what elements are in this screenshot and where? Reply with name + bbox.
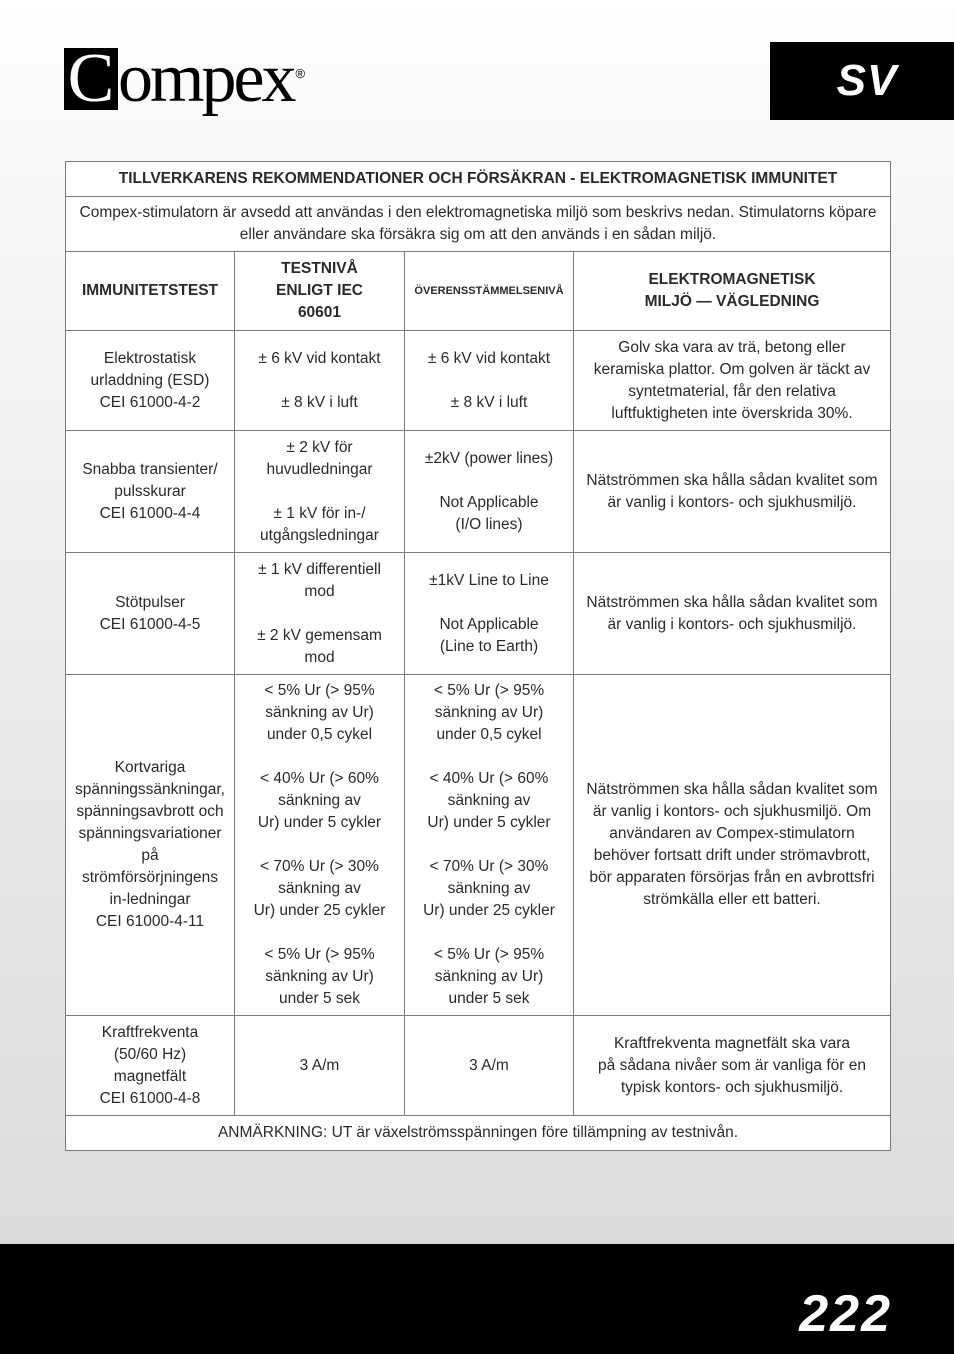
header-immunity-test: IMMUNITETSTEST xyxy=(66,252,235,331)
table-row xyxy=(66,1016,891,1116)
cell-guidance: Nätströmmen ska hålla sådan kvalitet som är vanlig i kontors- och sjukhusmiljö. xyxy=(574,553,891,675)
table-note-row xyxy=(66,1116,891,1151)
compex-logo xyxy=(64,40,306,120)
table-row xyxy=(66,553,891,675)
immunity-table xyxy=(65,161,891,1151)
table-note: ANMÄRKNING: UT är växelströmsspänningen före tillämpning av testnivån. xyxy=(66,1116,891,1151)
header-test-level: TESTNIVÅ ENLIGT IEC 60601 xyxy=(235,252,405,331)
page-number: 222 xyxy=(799,1285,892,1343)
cell-level: 3 A/m xyxy=(235,1016,405,1116)
cell-level: ± 1 kV differentiell mod ± 2 kV gemensam mod xyxy=(235,553,405,675)
registered-mark: ® xyxy=(295,66,306,81)
cell-guidance: Kraftfrekventa magnetfält ska vara på sådana nivåer som är vanliga för en typisk kontors- och sjukhusmiljö. xyxy=(574,1016,891,1116)
cell-test: Snabba transienter/ pulsskurar CEI 61000-4-4 xyxy=(66,431,235,553)
cell-level: < 5% Ur (> 95% sänkning av Ur) under 0,5 cykel < 40% Ur (> 60% sänkning av Ur) under 5 cykler < 70% Ur (> 30% sänkning av Ur) under 25 cykler < 5% Ur (> 95% sänkning av Ur) under 5 sek xyxy=(235,675,405,1016)
cell-guidance: Golv ska vara av trä, betong eller keramiska plattor. Om golven är täckt av syntetmaterial, får den relativa luftfuktigheten inte överskrida 30%. xyxy=(574,331,891,431)
cell-compliance: < 5% Ur (> 95% sänkning av Ur) under 0,5 cykel < 40% Ur (> 60% sänkning av Ur) under 5 cykler < 70% Ur (> 30% sänkning av Ur) under 25 cykler < 5% Ur (> 95% sänkning av Ur) under 5 sek xyxy=(405,675,574,1016)
cell-test: Elektrostatisk urladdning (ESD) CEI 61000-4-2 xyxy=(66,331,235,431)
cell-compliance: ± 6 kV vid kontakt ± 8 kV i luft xyxy=(405,331,574,431)
header-guidance: ELEKTROMAGNETISK MILJÖ — VÄGLEDNING xyxy=(574,252,891,331)
table-row xyxy=(66,675,891,1016)
cell-compliance: ±2kV (power lines) Not Applicable (I/O lines) xyxy=(405,431,574,553)
cell-test: Kortvariga spänningssänkningar, spänningsavbrott och spänningsvariationer på strömförsörjningens in-ledningar CEI 61000-4-11 xyxy=(66,675,235,1016)
cell-test: Kraftfrekventa (50/60 Hz) magnetfält CEI 61000-4-8 xyxy=(66,1016,235,1116)
table-title-row xyxy=(66,162,891,197)
cell-guidance: Nätströmmen ska hålla sådan kvalitet som är vanlig i kontors- och sjukhusmiljö. Om användaren av Compex-stimulatorn behöver fortsatt drift under strömavbrott, bör apparaten försörjas från en avbrottsfri strömkälla eller ett batteri. xyxy=(574,675,891,1016)
cell-level: ± 2 kV för huvudledningar ± 1 kV för in-/ utgångsledningar xyxy=(235,431,405,553)
language-badge xyxy=(770,42,954,120)
table-intro-row xyxy=(66,197,891,252)
table-intro: Compex-stimulatorn är avsedd att användas i den elektromagnetiska miljö som beskrivs nedan. Stimulatorns köpare eller användare ska försäkra sig om att den används i en sådan miljö. xyxy=(66,197,891,252)
table-header-row xyxy=(66,252,891,331)
page-footer xyxy=(0,1244,954,1354)
logo-wordmark: ompex xyxy=(118,40,294,117)
table-row xyxy=(66,331,891,431)
table-row xyxy=(66,431,891,553)
cell-guidance: Nätströmmen ska hålla sådan kvalitet som är vanlig i kontors- och sjukhusmiljö. xyxy=(574,431,891,553)
cell-compliance: ±1kV Line to Line Not Applicable (Line to Earth) xyxy=(405,553,574,675)
logo-initial: C xyxy=(64,48,118,110)
cell-test: Stötpulser CEI 61000-4-5 xyxy=(66,553,235,675)
cell-level: ± 6 kV vid kontakt ± 8 kV i luft xyxy=(235,331,405,431)
cell-compliance: 3 A/m xyxy=(405,1016,574,1116)
language-code: SV xyxy=(836,56,898,105)
header-compliance-level: ÖVERENSSTÄMMELSENIVÅ xyxy=(405,252,574,331)
table-title: TILLVERKARENS REKOMMENDATIONER OCH FÖRSÄKRAN - ELEKTROMAGNETISK IMMUNITET xyxy=(66,162,891,197)
